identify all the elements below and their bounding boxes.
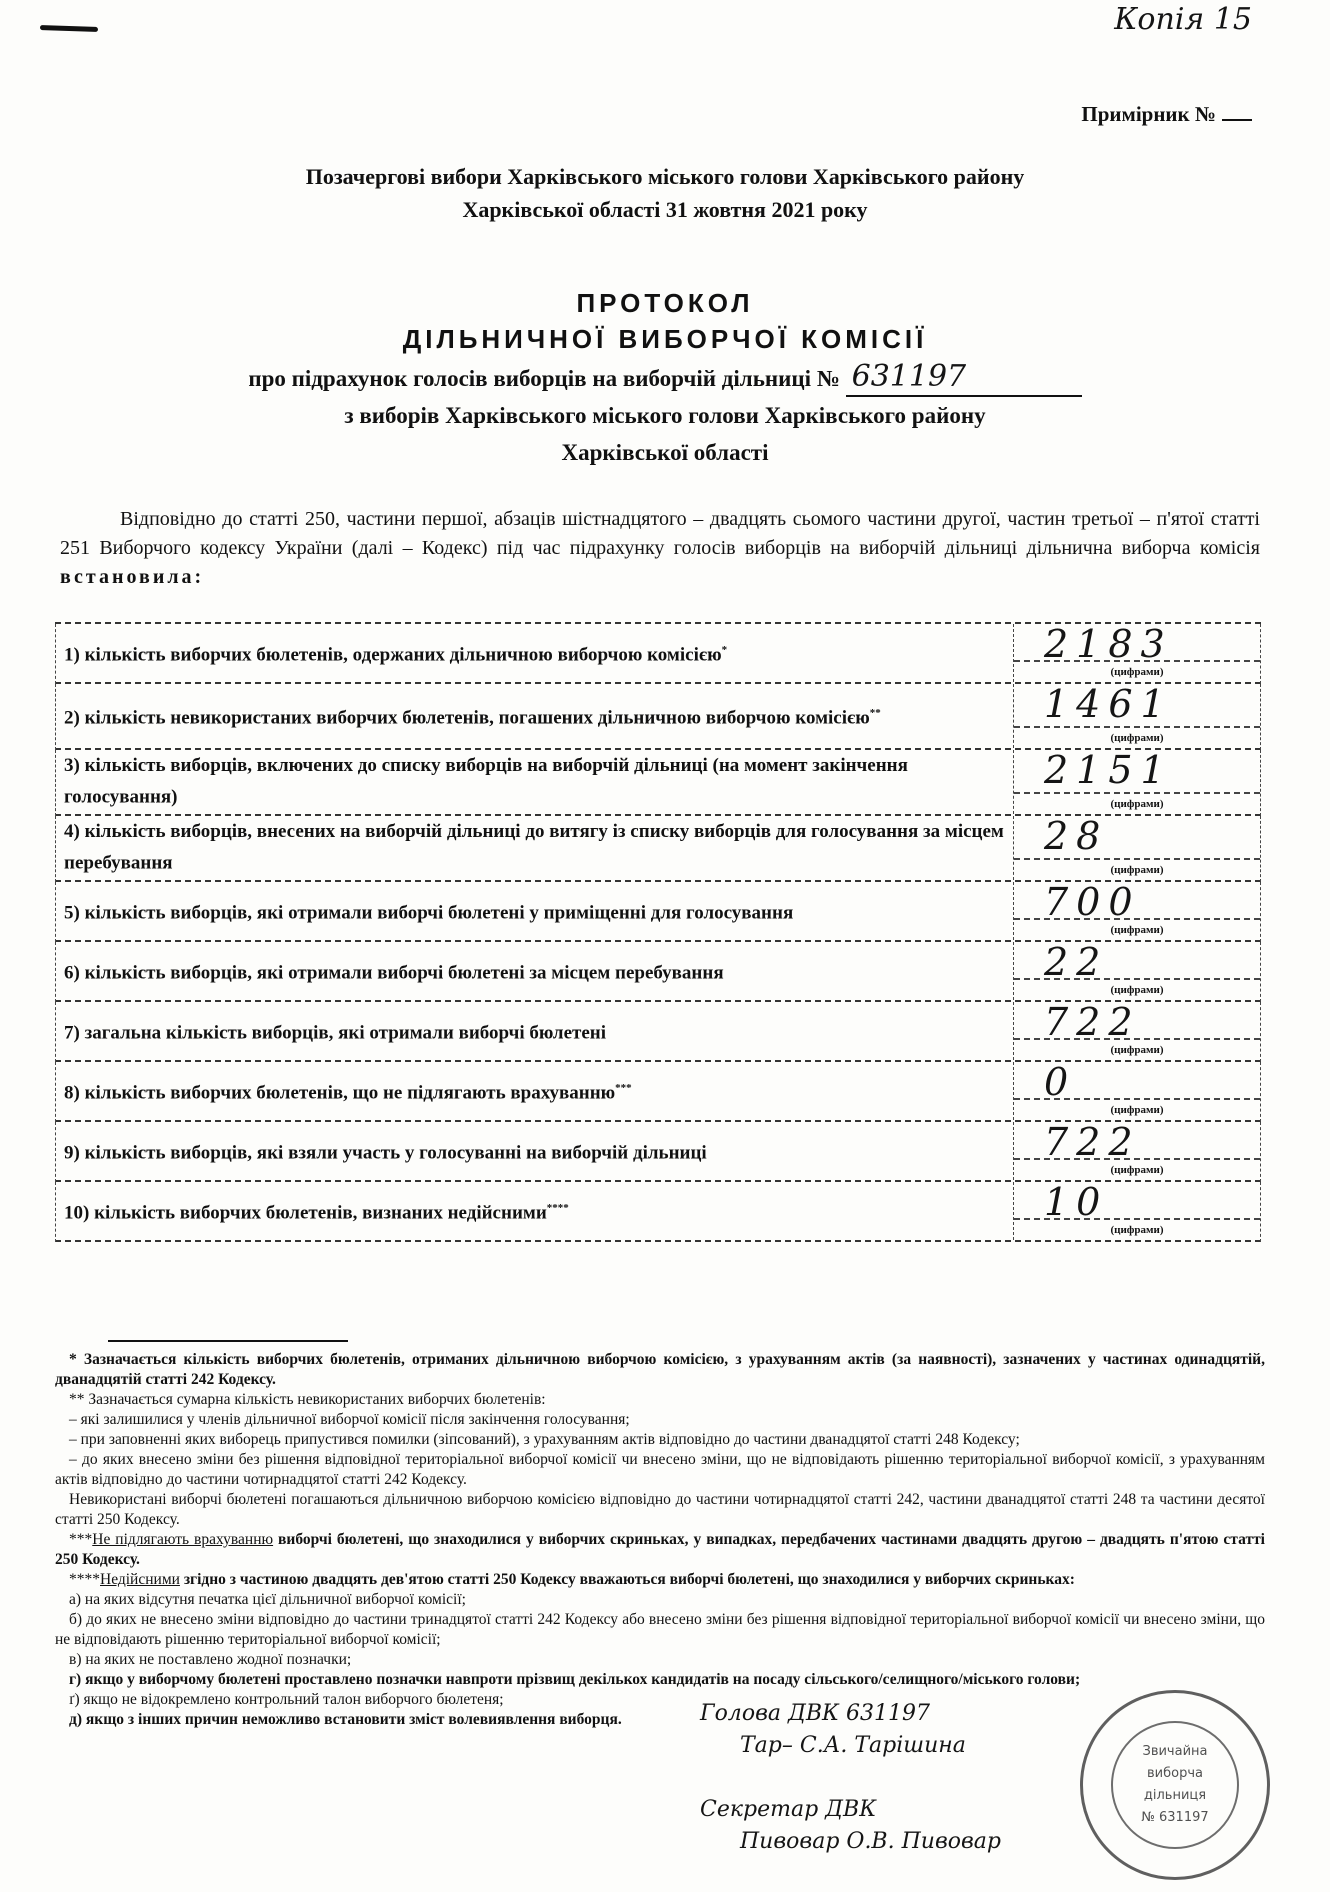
table-row [55, 1062, 1261, 1122]
stamp-line-2: виборча [1147, 1766, 1203, 1781]
election-line-1: Позачергові вибори Харківського міського голови Харківського району [305, 164, 1025, 189]
row-footnote-mark: ** [869, 707, 881, 720]
row-value: 700 [1044, 880, 1141, 924]
footnote-4-underlined: Недійсними [100, 1571, 180, 1588]
footnote-3 [55, 1530, 1265, 1570]
table-row [55, 1122, 1261, 1182]
row-value-cell[interactable] [1013, 816, 1260, 880]
subtitle-line-2: з виборів Харківського міського голови Харківського району [344, 403, 986, 428]
row-value-cell[interactable] [1013, 624, 1260, 682]
row-value: 2183 [1044, 622, 1173, 666]
value-hint: (цифрами) [1110, 984, 1164, 996]
footnote-2d: Невикористані виборчі бюлетені погашаються дільничною виборчою комісією відповідно до частини чотирнадцятої статті 242, частини дванадцятої статті 248 та частини десятої статті 250 Кодексу. [55, 1491, 1265, 1528]
table-row [55, 684, 1261, 750]
election-title [0, 160, 1330, 226]
footnote-2b: – при заповненні яких виборець припустився помилки (зіпсований), з урахуванням актів відповідно до частини дванадцятої статті 248 Кодексу; [69, 1431, 1020, 1448]
row-value-cell[interactable] [1013, 942, 1260, 1000]
row-label [56, 942, 1013, 1000]
copy-note: Копія 15 [1114, 2, 1252, 37]
row-label-text: 4) кількість виборців, внесених на виборчій дільниці до витягу із списку виборців для голосування за місцем перебування [64, 821, 1004, 874]
row-value-cell[interactable] [1013, 1122, 1260, 1180]
footnote-a: а) на яких відсутня печатка цієї дільничної виборчої комісії; [69, 1591, 466, 1608]
row-label [56, 624, 1013, 682]
row-value: 2151 [1044, 748, 1173, 792]
row-label-text: 6) кількість виборців, які отримали виборчі бюлетені за місцем перебування [64, 962, 724, 984]
row-footnote-mark: **** [546, 1202, 569, 1215]
row-label-text: 10) кількість виборчих бюлетенів, визнаних недійсними [64, 1202, 547, 1224]
protocol-title [0, 285, 1330, 357]
protocol-title-1: ПРОТОКОЛ [576, 288, 754, 318]
row-label [56, 684, 1013, 748]
value-hint: (цифрами) [1110, 924, 1164, 936]
row-value-cell[interactable] [1013, 750, 1260, 814]
footnote-divider [108, 1340, 348, 1342]
value-hint: (цифрами) [1110, 1044, 1164, 1056]
value-underline [1014, 792, 1260, 794]
value-hint: (цифрами) [1110, 732, 1164, 744]
value-underline [1014, 1098, 1260, 1100]
subtitle-prefix: про підрахунок голосів виборців на виборчій дільниці № [248, 366, 840, 391]
footnote-3-text: виборчі бюлетені, що знаходилися у виборчих скриньках, у випадках, передбачених частинами двадцять другою – двадцять п'ятою статті 250 Кодексу. [55, 1531, 1265, 1568]
footnote-d: д) якщо з інших причин неможливо встановити зміст волевиявлення виборця. [69, 1711, 622, 1728]
table-row [55, 750, 1261, 816]
value-underline [1014, 918, 1260, 920]
row-label [56, 882, 1013, 940]
value-hint: (цифрами) [1110, 666, 1164, 678]
footnote-4-mark: **** [69, 1571, 100, 1588]
row-value-cell[interactable] [1013, 1002, 1260, 1060]
footnote-g2: ґ) якщо не відокремлено контрольний талон виборчого бюлетеня; [69, 1691, 504, 1708]
value-hint: (цифрами) [1110, 864, 1164, 876]
row-value: 722 [1044, 1000, 1141, 1044]
row-value-cell[interactable] [1013, 882, 1260, 940]
row-label [56, 1002, 1013, 1060]
row-value: 10 [1044, 1180, 1109, 1224]
row-label [56, 750, 1013, 814]
footnote-2c: – до яких внесено зміни без рішення відповідної територіальної виборчої комісії чи внесено зміни, що не відповідають рішенню територіальної виборчої комісії, з урахуванням актів відповідно до частини чотирнадцятої статті 242 Кодексу. [55, 1451, 1265, 1488]
value-underline [1014, 1158, 1260, 1160]
table-row [55, 1002, 1261, 1062]
value-underline [1014, 660, 1260, 662]
value-underline [1014, 1038, 1260, 1040]
station-number: 631197 [846, 358, 1082, 397]
table-row [55, 816, 1261, 882]
corner-mark [40, 25, 98, 32]
row-label [56, 816, 1013, 880]
row-value: 0 [1044, 1060, 1077, 1104]
table-row [55, 624, 1261, 684]
footnote-3-mark: *** [69, 1531, 93, 1548]
value-hint: (цифрами) [1110, 798, 1164, 810]
row-label-text: 7) загальна кількість виборців, які отримали виборчі бюлетені [64, 1022, 606, 1044]
subtitle-line-1 [0, 358, 1330, 397]
table-row [55, 942, 1261, 1002]
row-value: 22 [1044, 940, 1109, 984]
stamp-center [1111, 1721, 1239, 1849]
row-value: 722 [1044, 1120, 1141, 1164]
row-label [56, 1062, 1013, 1120]
value-hint: (цифрами) [1110, 1104, 1164, 1116]
protocol-title-2: ДІЛЬНИЧНОЇ ВИБОРЧОЇ КОМІСІЇ [402, 324, 928, 354]
row-value: 28 [1044, 814, 1109, 858]
value-hint: (цифрами) [1110, 1164, 1164, 1176]
footnotes [55, 1350, 1265, 1730]
copy-number [1081, 102, 1252, 127]
row-label-text: 9) кількість виборців, які взяли участь у голосуванні на виборчій дільниці [64, 1142, 707, 1164]
intro-text: Відповідно до статті 250, частини першої, абзаців шістнадцятого – двадцять сьомого частини другої, частин третьої – п'ятої статті 251 Виборчого кодексу України (далі – Кодекс) під час підрахунку голосів виборців на виборчій дільниці дільнична виборча комісія [60, 508, 1260, 559]
row-label-text: 2) кількість невикористаних виборчих бюлетенів, погашених дільничною виборчою комісією [64, 707, 870, 729]
copy-number-label: Примірник № [1081, 102, 1216, 126]
value-underline [1014, 858, 1260, 860]
value-underline [1014, 1218, 1260, 1220]
row-label-text: 1) кількість виборчих бюлетенів, одержаних дільничною виборчою комісією [64, 644, 722, 666]
secretary-title: Секретар ДВК [700, 1797, 877, 1822]
row-label [56, 1182, 1013, 1240]
stamp-line-1: Звичайна [1142, 1744, 1208, 1759]
table-row [55, 1182, 1261, 1242]
row-value: 1461 [1044, 682, 1173, 726]
footnote-2: ** Зазначається сумарна кількість невикористаних виборчих бюлетенів: [69, 1391, 546, 1408]
value-hint: (цифрами) [1110, 1224, 1164, 1236]
subtitle-line-3: Харківської області [561, 440, 769, 465]
footnote-3-underlined: Не підлягають врахуванню [92, 1531, 274, 1548]
value-underline [1014, 726, 1260, 728]
intro-paragraph [60, 505, 1260, 592]
election-line-2: Харківської області 31 жовтня 2021 року [462, 197, 868, 222]
row-label-text: 5) кількість виборців, які отримали виборчі бюлетені у приміщенні для голосування [64, 902, 794, 924]
footnote-v: в) на яких не поставлено жодної позначки; [69, 1651, 352, 1668]
row-label-text: 8) кількість виборчих бюлетенів, що не підлягають врахуванню [64, 1082, 616, 1104]
footnote-4 [55, 1570, 1265, 1590]
footnote-2a: – які залишилися у членів дільничної виборчої комісії після закінчення голосування; [69, 1411, 630, 1428]
chair-title: Голова ДВК 631197 [700, 1701, 931, 1726]
table-row [55, 882, 1261, 942]
protocol-subtitle [0, 358, 1330, 471]
row-footnote-mark: * [721, 644, 728, 657]
results-table [55, 622, 1261, 1242]
row-label-text: 3) кількість виборців, включених до списку виборців на виборчій дільниці (на момент закінчення голосування) [64, 755, 908, 808]
official-stamp [1080, 1690, 1270, 1880]
row-value-cell[interactable] [1013, 1062, 1260, 1120]
footnote-4-text: згідно з частиною двадцять дев'ятою статті 250 Кодексу вважаються виборчі бюлетені, що знаходилися у виборчих скриньках: [179, 1571, 1075, 1588]
row-value-cell[interactable] [1013, 1182, 1260, 1240]
copy-number-blank [1222, 119, 1252, 121]
row-label [56, 1122, 1013, 1180]
secretary-signature: Пивовар О.В. Пивовар [740, 1829, 1001, 1854]
footnote-b: б) до яких не внесено зміни відповідно до частини тринадцятої статті 242 Кодексу або внесено зміни без рішення відповідної територіальної виборчої комісії чи внесено зміни, що не відповідають рішенню територіальної виборчої комісії; [55, 1611, 1265, 1648]
footnote-1: * Зазначається кількість виборчих бюлетенів, отриманих дільничною виборчою комісією, з урахуванням актів (за наявності), зазначених у частинах одинадцятій, дванадцятій статті 242 Кодексу. [55, 1351, 1265, 1388]
row-footnote-mark: *** [615, 1082, 632, 1095]
stamp-line-4: № 631197 [1141, 1810, 1209, 1825]
intro-verb: встановила: [60, 566, 205, 588]
footnote-g: г) якщо у виборчому бюлетені проставлено позначки навпроти прізвищ декількох кандидатів на посаду сільського/селищного/міського голови; [69, 1671, 1081, 1688]
row-value-cell[interactable] [1013, 684, 1260, 748]
chair-signature: Тар– С.А. Тарішина [740, 1733, 966, 1758]
value-underline [1014, 978, 1260, 980]
stamp-line-3: дільниця [1143, 1788, 1207, 1803]
